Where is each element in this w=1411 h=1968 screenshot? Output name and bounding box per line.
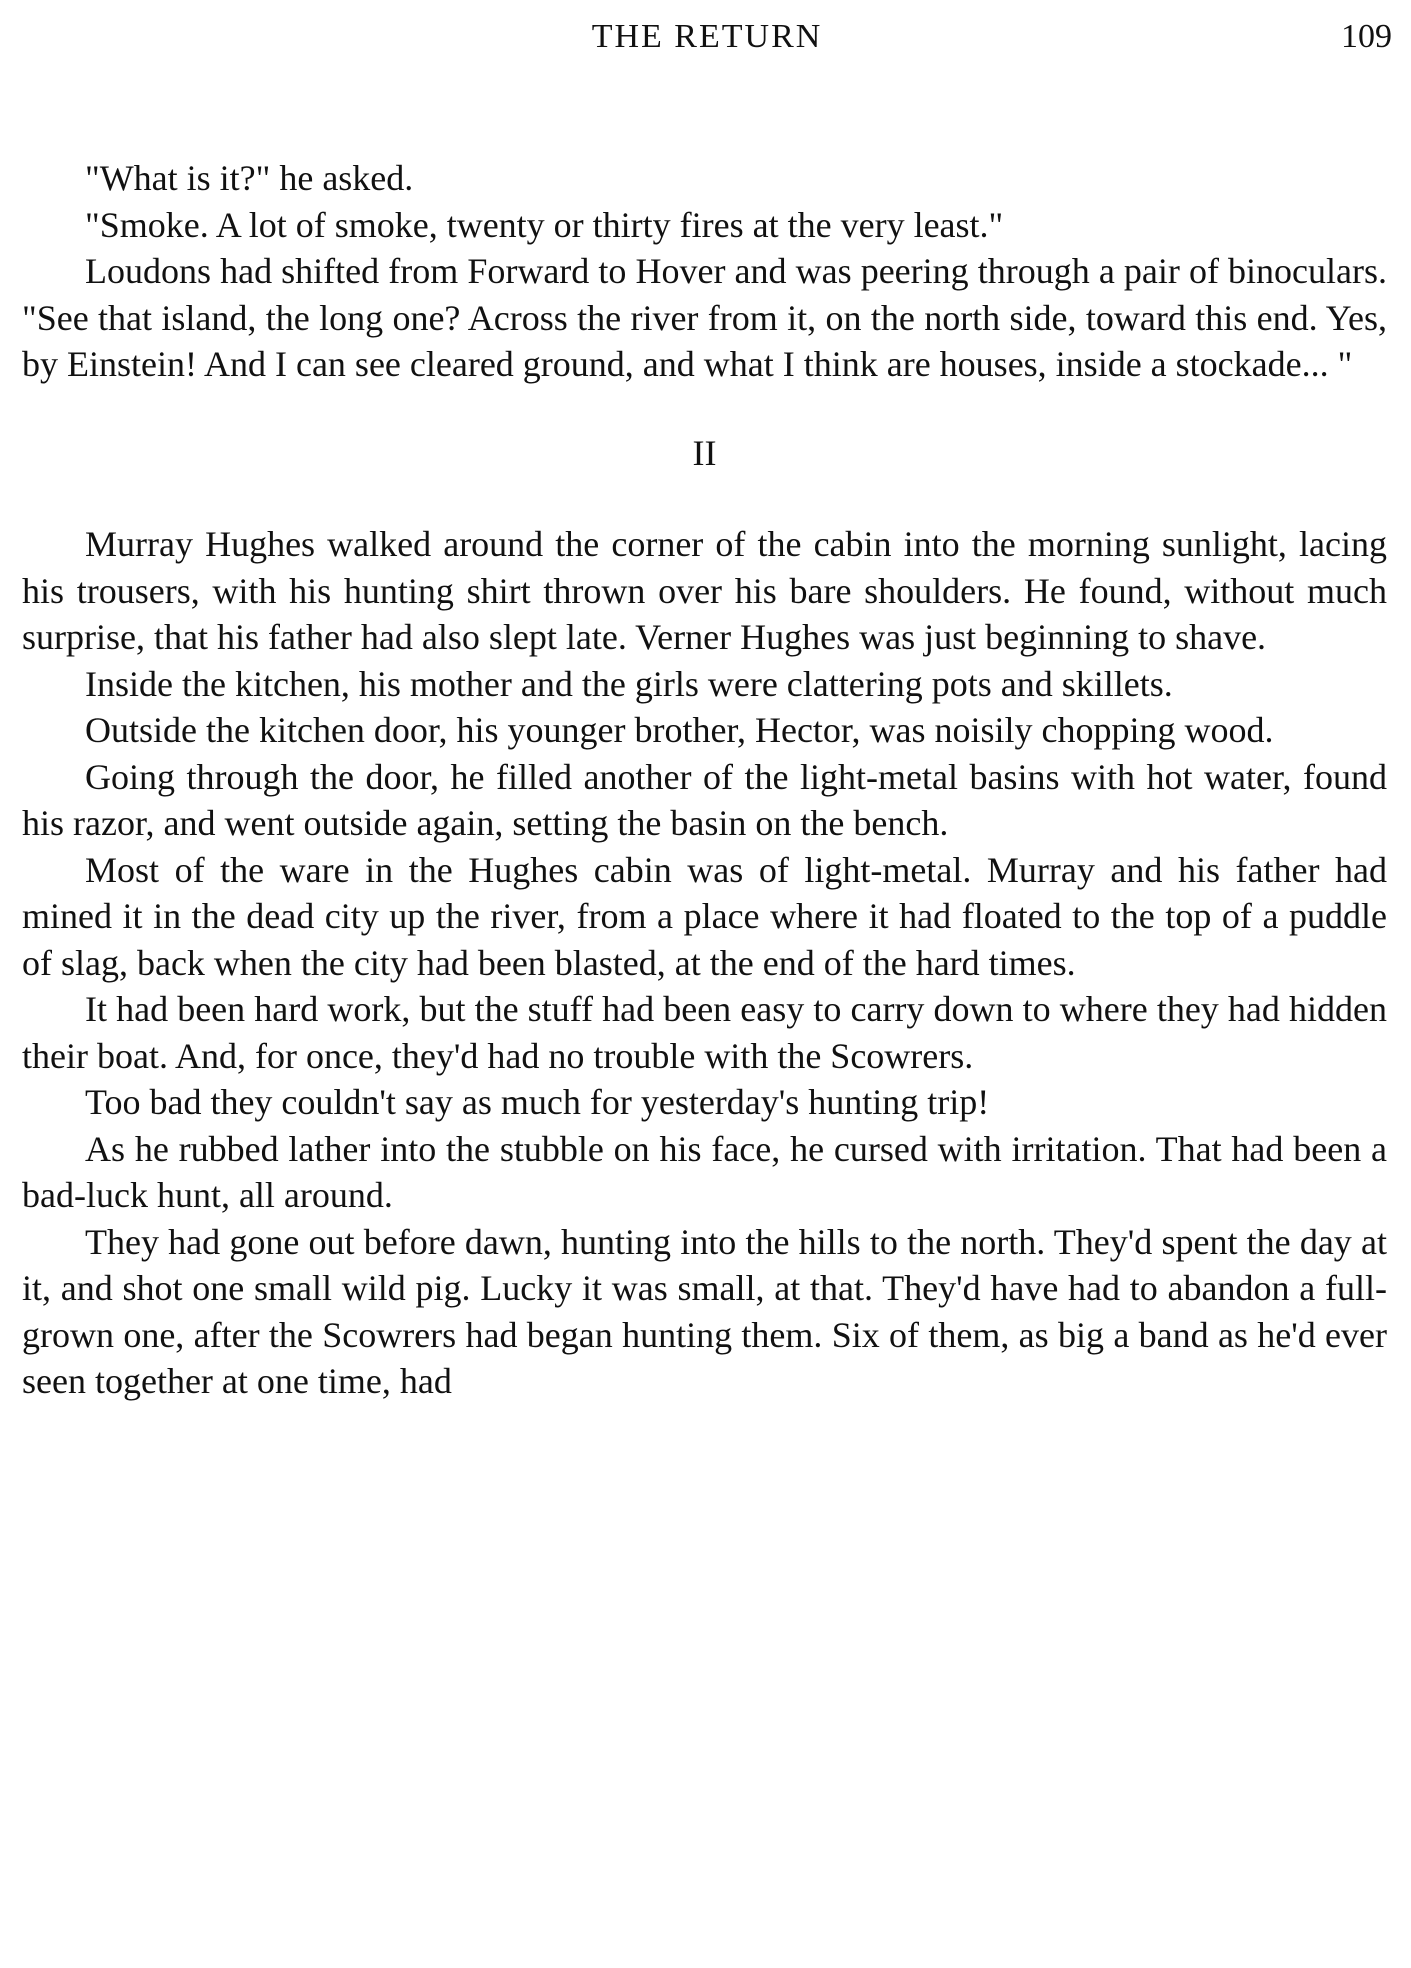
body-text xyxy=(22,155,1387,1405)
page-number: 109 xyxy=(1341,18,1392,55)
running-title: THE RETURN xyxy=(591,18,823,55)
paragraph: Outside the kitchen door, his younger brother, Hector, was noisily chopping wood. xyxy=(85,710,1274,750)
paragraph: As he rubbed lather into the stubble on his face, he cursed with irritation. That had been a bad-luck hunt, all around. xyxy=(22,1128,1387,1215)
paragraph: They had gone out before dawn, hunting into the hills to the north. They'd spent the day at it, and shot one small wild pig. Lucky it was small, at that. They'd have had to abandon a full-grown one, after the Scowrers had began hunting them. Six of them, as big a band as he'd ever seen together at one time, had xyxy=(22,1221,1387,1401)
section-number: II xyxy=(692,432,717,473)
paragraph: "Smoke. A lot of smoke, twenty or thirty fires at the very least." xyxy=(85,204,1004,245)
paragraph: Murray Hughes walked around the corner of the cabin into the morning sunlight, lacing his trousers, with his hunting shirt thrown over his bare shoulders. He found, without much surprise, that his father had also slept late. Verner Hughes was just beginning to shave. xyxy=(22,524,1387,657)
paragraph: Inside the kitchen, his mother and the girls were clattering pots and skillets. xyxy=(85,663,1173,704)
paragraph: Most of the ware in the Hughes cabin was of light-metal. Murray and his father had mined it in the dead city up the river, from a place where it had floated to the top of a puddle of slag, back when the city had been blasted, at the end of the hard times. xyxy=(22,849,1387,983)
paragraph: Too bad they couldn't say as much for yesterday's hunting trip! xyxy=(85,1082,990,1122)
paragraph: Loudons had shifted from Forward to Hover and was peering through a pair of binoculars. "See that island, the long one? Across the river from it, on the north side, toward this end. Yes, by Einstein! And I can see cleared ground, and what I think are houses, inside a stockade... " xyxy=(22,251,1387,384)
paragraph: Going through the door, he filled another of the light-metal basins with hot water, found his razor, and went outside again, setting the basin on the bench. xyxy=(22,756,1387,843)
paragraph: "What is it?" he asked. xyxy=(85,158,414,198)
running-head xyxy=(22,18,1392,58)
paragraph: It had been hard work, but the stuff had been easy to carry down to where they had hidden their boat. And, for once, they'd had no trouble with the Scowrers. xyxy=(22,989,1387,1076)
